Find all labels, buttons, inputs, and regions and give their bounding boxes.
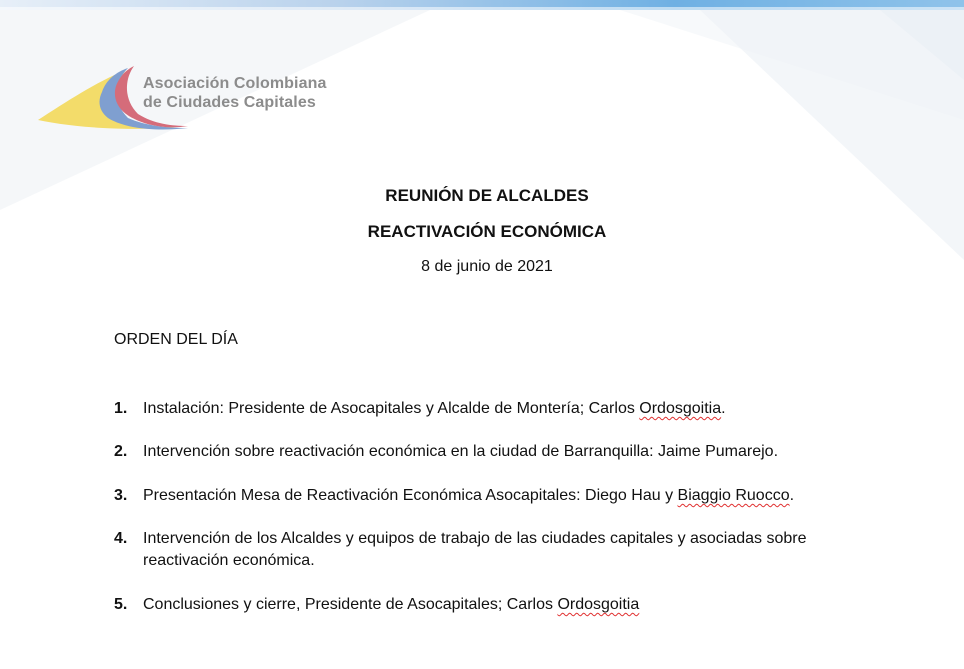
agenda-text	[143, 594, 843, 616]
spellcheck-flagged-word[interactable]: Biaggio Ruocco	[677, 487, 790, 504]
agenda-number: 2.	[114, 443, 128, 460]
agenda-item-text: Intervención sobre reactivación económica en la ciudad de Barranquilla: Jaime Pumarejo.	[143, 443, 779, 460]
agenda-item-text: Intervención de los Alcaldes y equipos de trabajo de las ciudades capitales y asociadas sobre reactivación económica.	[143, 530, 807, 569]
agenda-number: 1.	[114, 400, 128, 417]
agenda-text	[143, 528, 833, 572]
title-meeting: REUNIÓN DE ALCALDES	[385, 186, 589, 205]
agenda-text	[143, 485, 843, 507]
meeting-date: 8 de junio de 2021	[421, 258, 553, 275]
agenda-item-tail: .	[721, 400, 726, 417]
agenda-number: 4.	[114, 530, 128, 547]
agenda-heading: ORDEN DEL DÍA	[114, 331, 238, 348]
agenda-text	[143, 398, 843, 420]
agenda-item-text: Conclusiones y cierre, Presidente de Asocapitales; Carlos	[143, 596, 558, 613]
agenda-item-text: Instalación: Presidente de Asocapitales y Alcalde de Montería; Carlos	[143, 400, 640, 417]
spellcheck-flagged-word[interactable]: Ordosgoitia	[639, 400, 722, 417]
agenda-item-text: Presentación Mesa de Reactivación Económica Asocapitales: Diego Hau y	[143, 487, 678, 504]
spellcheck-flagged-word[interactable]: Ordosgoitia	[557, 596, 640, 613]
title-topic: REACTIVACIÓN ECONÓMICA	[367, 222, 607, 241]
title-block	[0, 186, 964, 277]
agenda-text	[143, 441, 843, 463]
asocapitales-logo	[36, 62, 336, 134]
agenda-item-tail: .	[789, 487, 795, 504]
logo-text-line1: Asociación Colombiana	[143, 75, 327, 92]
agenda-number: 5.	[114, 596, 128, 613]
logo-text-line2: de Ciudades Capitales	[143, 94, 316, 111]
agenda-number: 3.	[114, 487, 128, 504]
